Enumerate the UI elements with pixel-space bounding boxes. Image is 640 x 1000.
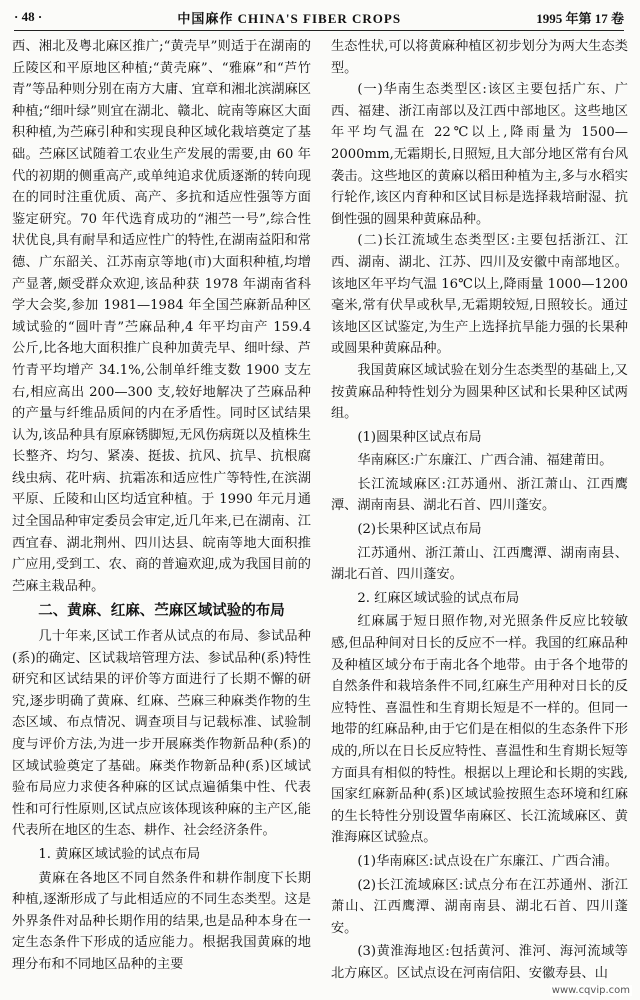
region-label: (二)长江流域生态类型区: <box>357 233 516 249</box>
list-item: 长江流域麻区:江苏通州、浙江萧山、江西鹰潭、湖南南县、湖北石首、四川蓬安。 <box>331 476 628 514</box>
page-header <box>14 6 624 28</box>
paragraph: 几十年来,区试工作者从试点的布局、参试品种(系)的确定、区试栽培管理方法、参试品种(系)特性研究和区试结果的评价等方面进行了长期不懈的研究,逐步明确了黄麻、红麻、苎麻三种麻类作物的生态区域、布点情况、调查项目与记载标准、试验制度与评价方法,为进一步开展麻类作物新品种(系)的区域试验奠定了基础。麻类作物新品种(系)区域试验布局应力求使各种麻的区试点遍循集中性、代表性和可行性原则,区试点应该体现该种麻的主产区,能代表所在地区的生态、耕作、社会经济条件。 <box>12 629 311 839</box>
list-item: (2)长江流域麻区:试点分布在江苏通州、浙江萧山、江西鹰潭、湖南南县、湖北石首、四川蓬安。 <box>331 877 628 936</box>
page-number: · 48 · <box>14 9 43 24</box>
right-column <box>331 36 628 996</box>
left-column <box>12 36 311 996</box>
journal-title: 中国麻作 CHINA'S FIBER CROPS <box>177 10 402 26</box>
paragraph: 黄麻在各地区不同自然条件和耕作制度下长期种植,逐渐形成了与此相适应的不同生态类型。这是外界条件对品种长期作用的结果,也是品种本身在一定生态条件下形成的适应能力。根据我国黄麻的地理分布和不同地区品种的主要 <box>12 870 311 972</box>
list-item: (1)圆果种区试点布局 <box>357 429 482 445</box>
region-text: 该区主要包括广东、广西、福建、浙江南部以及江西中部地区。这些地区年平均气温在 22℃以上,降雨量为 1500—2000mm,无霜期长,日照短,且大部分地区常有台风袭击。这些地区的黄麻以稻田种植为主,多与水稻实行轮作,该区内育种和区试目标是选择栽培耐湿、抗倒性强的圆果种黄麻品种。 <box>331 82 628 227</box>
list-item: (2)长果种区试点布局 <box>357 522 482 538</box>
subsection-heading: 2. 红麻区域试验的试点布局 <box>357 590 520 606</box>
paragraph: 生态性状,可以将黄麻种植区初步划分为两大生态类型。 <box>331 39 628 76</box>
paragraph <box>331 230 628 360</box>
list-item: (1)华南麻区:试点设在广东廉江、广西合浦。 <box>357 853 618 869</box>
paragraph: 红麻属于短日照作物,对光照条件反应比较敏感,但品种间对日长的反应不一样。我国的红麻品种及种植区域分布于南北各个地带。由于各个地带的自然条件和栽培条件不同,红麻生产用种对日长的反应特性、喜温性和生育期长短是不一样的。但同一地带的红麻品种,由于它们是在相似的生态条件下形成的,所以在日长反应特性、喜温性和生育期长短等方面具有相似的特性。根据以上理论和长期的实践,国家红麻新品种(系)区域试验按照生态环境和红麻的生长特性分别设置华南麻区、长江流域麻区、黄淮海麻区试验点。 <box>331 614 628 846</box>
list-item: (3)黄淮海地区:包括黄河、淮河、海河流域等北方麻区。区试点设在河南信阳、安徽寿县、山 <box>331 944 628 981</box>
list-item: 华南麻区:广东廉江、广西合浦、福建莆田。 <box>357 453 613 469</box>
region-text: 主要包括浙江、江西、湖南、湖北、江苏、四川及安徽中南部地区。该地区年平均气温 16℃以上,降雨量 1000—1200 毫米,常有伏旱或秋旱,无霜期较短,日照较长。通过该地区区试鉴定,为生产上选择抗旱能力强的长果种或圆果种黄麻品种。 <box>331 233 628 357</box>
list-item: 江苏通州、浙江萧山、江西鹰潭、湖南南县、湖北石首、四川蓬安。 <box>331 545 628 583</box>
volume-label: 1995 年第 17 卷 <box>536 10 624 26</box>
region-label: (一)华南生态类型区: <box>357 82 487 98</box>
header-rule <box>14 30 624 31</box>
subsection-heading: 1. 黄麻区域试验的试点布局 <box>38 846 201 862</box>
paragraph: 我国黄麻区域试验在划分生态类型的基础上,又按黄麻品种特性划分为圆果种区试和长果种区试两组。 <box>331 362 628 422</box>
paragraph <box>331 79 628 230</box>
watermark: www.cqvip.com <box>551 985 630 996</box>
paragraph: 西、湘北及粤北麻区推广;“黄壳早”则适于在湖南的丘陵区和平原地区种植;“黄壳麻”、“雅麻”和“芦竹青”等品种则分别在南方大庸、宜章和湘北滨湖麻区种植;“细叶绿”则宜在湖北、赣北、皖南等麻区大面积种植,为苎麻引种和实现良种区域化栽培奠定了基础。苎麻区试随着工农业生产发展的需要,由 60 年代的初期的侧重高产,或单纯追求优质逐渐的转向现在的同时注重优质、高产、多抗和适应性强等方面鉴定研究。70 年代选育成功的“湘苎一号”,综合性状优良,具有耐旱和适应性广的特性,在湖南益阳和常德、广东韶关、江苏南京等地(市)大面积种植,均增产显著,颇受群众欢迎,该品种获 1978 年湖南省科学大会奖,参加 1981—1984 年全国苎麻新品种区域试验的“圆叶青”苎麻品种,4 年平均亩产 159.4 公斤,比各地大面积推广良种加黄壳早、细叶绿、芦竹青平均增产 34.1%,公制单纤维支数 1900 支左右,相应高出 200—300 支,较好地解决了苎麻品种的产量与纤维品质间的内在矛盾性。同时区试结果认为,该品种具有原麻锈脚短,无风伤病斑以及植株生长整齐、均匀、紧凑、挺拔、抗风、抗旱、抗根腐线虫病、花叶病、抗霜冻和适应性广等特性,在滨湖平原、丘陵和山区均适宜种植。于 1990 年元月通过全国品种审定委员会审定,近几年来,已在湖南、江西宜春、湖北荆州、四川达县、皖南等地大面积推广应用,受到工、农、商的普遍欢迎,成为我国目前的苎麻主栽品种。 <box>12 39 311 594</box>
section-heading: 二、黄麻、红麻、苎麻区域试验的布局 <box>38 603 285 620</box>
